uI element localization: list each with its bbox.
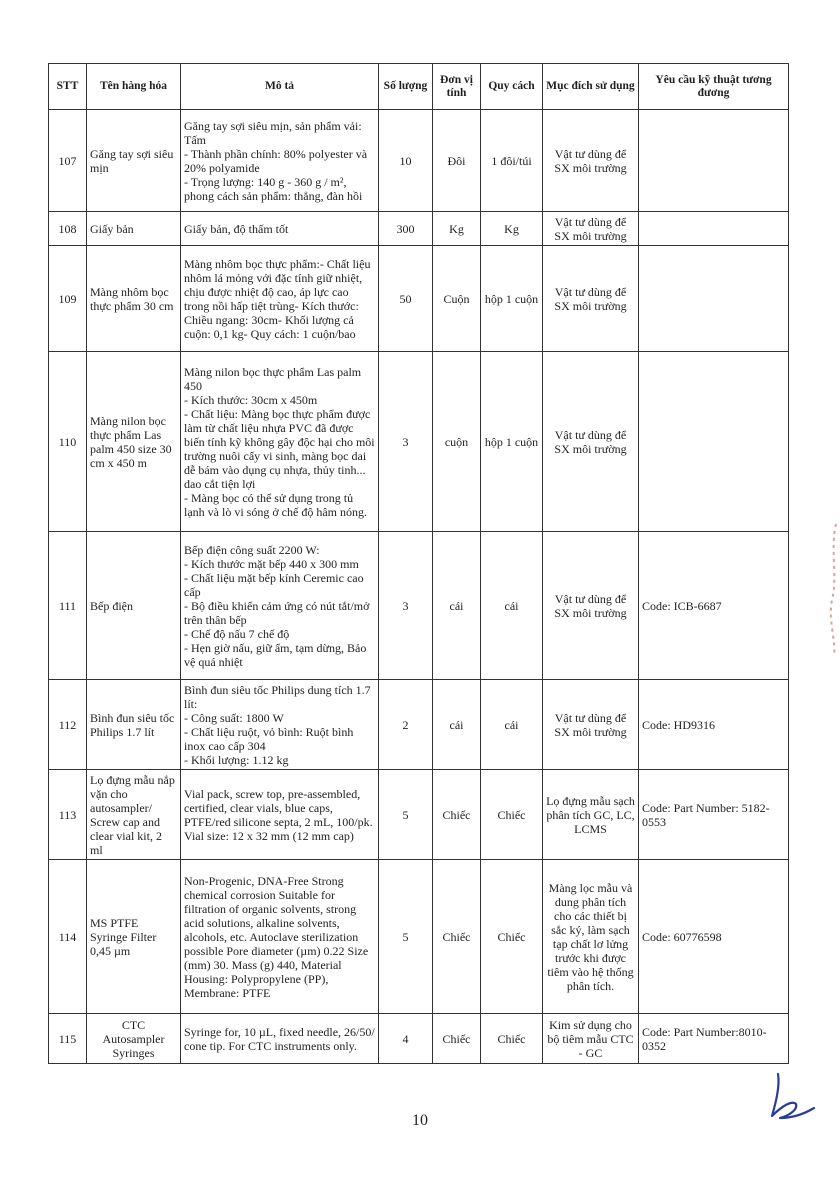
cell-desc: Non-Progenic, DNA-Free Strong chemical corrosion Suitable for filtration of organic solvents, strong acid solutions, alkaline solvents, alcohols, etc. Autoclave sterilization possible Pore diameter (µm) 0.22 Size (mm) 30. Mass (g) 440, Material Housing: Polypropylene (PP), Membrane: PTFE <box>181 860 379 1014</box>
cell-spec: 1 đôi/túi <box>481 110 543 212</box>
stamp-edge-mark <box>826 520 840 660</box>
cell-spec: cái <box>481 532 543 680</box>
cell-purpose: Kim sử dụng cho bộ tiêm mẫu CTC - GC <box>543 1014 639 1064</box>
cell-stt: 109 <box>49 246 87 352</box>
header-spec: Quy cách <box>481 64 543 110</box>
cell-req <box>639 352 789 532</box>
cell-qty: 300 <box>379 212 433 246</box>
cell-spec: Chiếc <box>481 860 543 1014</box>
cell-req <box>639 212 789 246</box>
cell-stt: 114 <box>49 860 87 1014</box>
cell-name: Bếp điện <box>87 532 181 680</box>
cell-qty: 50 <box>379 246 433 352</box>
table-row <box>49 860 789 1014</box>
cell-qty: 3 <box>379 532 433 680</box>
cell-qty: 5 <box>379 770 433 860</box>
cell-desc: Bếp điện công suất 2200 W: - Kích thước mặt bếp 440 x 300 mm - Chất liệu mặt bếp kính Ceremic cao cấp - Bộ điều khiển cảm ứng có nút tắt/mở trên thân bếp - Chế độ nấu 7 chế độ - Hẹn giờ nấu, giữ ấm, tạm dừng, Bảo vệ quá nhiệt <box>181 532 379 680</box>
cell-qty: 10 <box>379 110 433 212</box>
page-number: 10 <box>412 1112 428 1129</box>
cell-name: Màng nilon bọc thực phẩm Las palm 450 size 30 cm x 450 m <box>87 352 181 532</box>
cell-unit: cái <box>433 532 481 680</box>
header-desc: Mô tả <box>181 64 379 110</box>
cell-desc: Syringe for, 10 µL, fixed needle, 26/50/ cone tip. For CTC instruments only. <box>181 1014 379 1064</box>
cell-stt: 108 <box>49 212 87 246</box>
table-row <box>49 110 789 212</box>
cell-spec: Kg <box>481 212 543 246</box>
cell-spec: Chiếc <box>481 770 543 860</box>
cell-unit: cái <box>433 680 481 770</box>
cell-unit: Chiếc <box>433 1014 481 1064</box>
cell-desc: Màng nilon bọc thực phẩm Las palm 450 - Kích thước: 30cm x 450m - Chất liệu: Màng bọc thực phẩm được làm từ chất liệu nhựa PVC đã được biến tính kỹ không gây độc hại cho môi trường nuôi cấy vi sinh, màng bọc dai dễ bám vào dụng cụ nhựa, thủy tinh... dao cắt tiện lợi - Màng bọc có thể sử dụng trong tủ lạnh và lò vi sóng ở chế độ hâm nóng. <box>181 352 379 532</box>
cell-purpose: Lọ đựng mẫu sạch phân tích GC, LC, LCMS <box>543 770 639 860</box>
cell-qty: 5 <box>379 860 433 1014</box>
table-row <box>49 352 789 532</box>
cell-stt: 112 <box>49 680 87 770</box>
cell-name: Bình đun siêu tốc Philips 1.7 lít <box>87 680 181 770</box>
cell-stt: 111 <box>49 532 87 680</box>
cell-name: Găng tay sợi siêu mịn <box>87 110 181 212</box>
table-header-row <box>49 64 789 110</box>
cell-unit: cuộn <box>433 352 481 532</box>
cell-desc: Bình đun siêu tốc Philips dung tích 1.7 lít: - Công suất: 1800 W - Chất liệu ruột, vỏ bình: Ruột bình inox cao cấp 304 - Khối lượng: 1.12 kg <box>181 680 379 770</box>
header-qty: Số lượng <box>379 64 433 110</box>
table-row <box>49 680 789 770</box>
cell-name: Lọ đựng mẫu nắp vặn cho autosampler/ Screw cap and clear vial kit, 2 ml <box>87 770 181 860</box>
table-row <box>49 532 789 680</box>
table-row <box>49 212 789 246</box>
cell-req: Code: Part Number:8010-0352 <box>639 1014 789 1064</box>
cell-unit: Chiếc <box>433 770 481 860</box>
cell-unit: Chiếc <box>433 860 481 1014</box>
cell-desc: Giấy bản, độ thấm tốt <box>181 212 379 246</box>
cell-name: Giấy bản <box>87 212 181 246</box>
cell-req: Code: Part Number: 5182-0553 <box>639 770 789 860</box>
cell-qty: 2 <box>379 680 433 770</box>
cell-name: MS PTFE Syringe Filter 0,45 µm <box>87 860 181 1014</box>
cell-purpose: Vật tư dùng để SX môi trường <box>543 212 639 246</box>
cell-unit: Kg <box>433 212 481 246</box>
cell-unit: Đôi <box>433 110 481 212</box>
cell-purpose: Vật tư dùng để SX môi trường <box>543 532 639 680</box>
cell-desc: Màng nhôm bọc thực phẩm:- Chất liệu nhôm lá mỏng với đặc tính giữ nhiệt, chịu được nhiệt độ cao, áp lực cao trong nồi hấp tiệt trùng- Kích thước: Chiều ngang: 30cm- Khối lượng cả cuộn: 0,1 kg- Quy cách: 1 cuộn/bao <box>181 246 379 352</box>
cell-req: Code: 60776598 <box>639 860 789 1014</box>
cell-name: CTC Autosampler Syringes <box>87 1014 181 1064</box>
cell-name: Màng nhôm bọc thực phẩm 30 cm <box>87 246 181 352</box>
cell-req <box>639 246 789 352</box>
table-row <box>49 1014 789 1064</box>
cell-req: Code: ICB-6687 <box>639 532 789 680</box>
cell-purpose: Vật tư dùng để SX môi trường <box>543 110 639 212</box>
cell-purpose: Vật tư dùng để SX môi trường <box>543 680 639 770</box>
cell-purpose: Vật tư dùng để SX môi trường <box>543 246 639 352</box>
cell-qty: 4 <box>379 1014 433 1064</box>
header-name: Tên hàng hóa <box>87 64 181 110</box>
cell-purpose: Vật tư dùng để SX môi trường <box>543 352 639 532</box>
signature-mark <box>758 1066 818 1126</box>
cell-spec: hộp 1 cuộn <box>481 352 543 532</box>
header-purpose: Mục đích sử dụng <box>543 64 639 110</box>
cell-spec: cái <box>481 680 543 770</box>
cell-stt: 113 <box>49 770 87 860</box>
cell-stt: 107 <box>49 110 87 212</box>
cell-unit: Cuộn <box>433 246 481 352</box>
header-unit: Đơn vị tính <box>433 64 481 110</box>
cell-spec: hộp 1 cuộn <box>481 246 543 352</box>
cell-req <box>639 110 789 212</box>
cell-desc: Vial pack, screw top, pre-assembled, certified, clear vials, blue caps, PTFE/red silicone septa, 2 mL, 100/pk. Vial size: 12 x 32 mm (12 mm cap) <box>181 770 379 860</box>
cell-spec: Chiếc <box>481 1014 543 1064</box>
goods-table <box>48 63 789 1064</box>
cell-stt: 115 <box>49 1014 87 1064</box>
cell-purpose: Màng lọc mẫu và dung phân tích cho các thiết bị sắc ký, làm sạch tạp chất lơ lửng trước khi được tiêm vào hệ thống phân tích. <box>543 860 639 1014</box>
cell-req: Code: HD9316 <box>639 680 789 770</box>
header-req: Yêu cầu kỹ thuật tương đương <box>639 64 789 110</box>
header-stt: STT <box>49 64 87 110</box>
table-row <box>49 770 789 860</box>
cell-desc: Găng tay sợi siêu mịn, sản phẩm vải: Tấm - Thành phần chính: 80% polyester và 20% polyamide - Trọng lượng: 140 g - 360 g / m², phong cách sản phẩm: thẳng, đàn hồi <box>181 110 379 212</box>
cell-qty: 3 <box>379 352 433 532</box>
table-row <box>49 246 789 352</box>
cell-stt: 110 <box>49 352 87 532</box>
